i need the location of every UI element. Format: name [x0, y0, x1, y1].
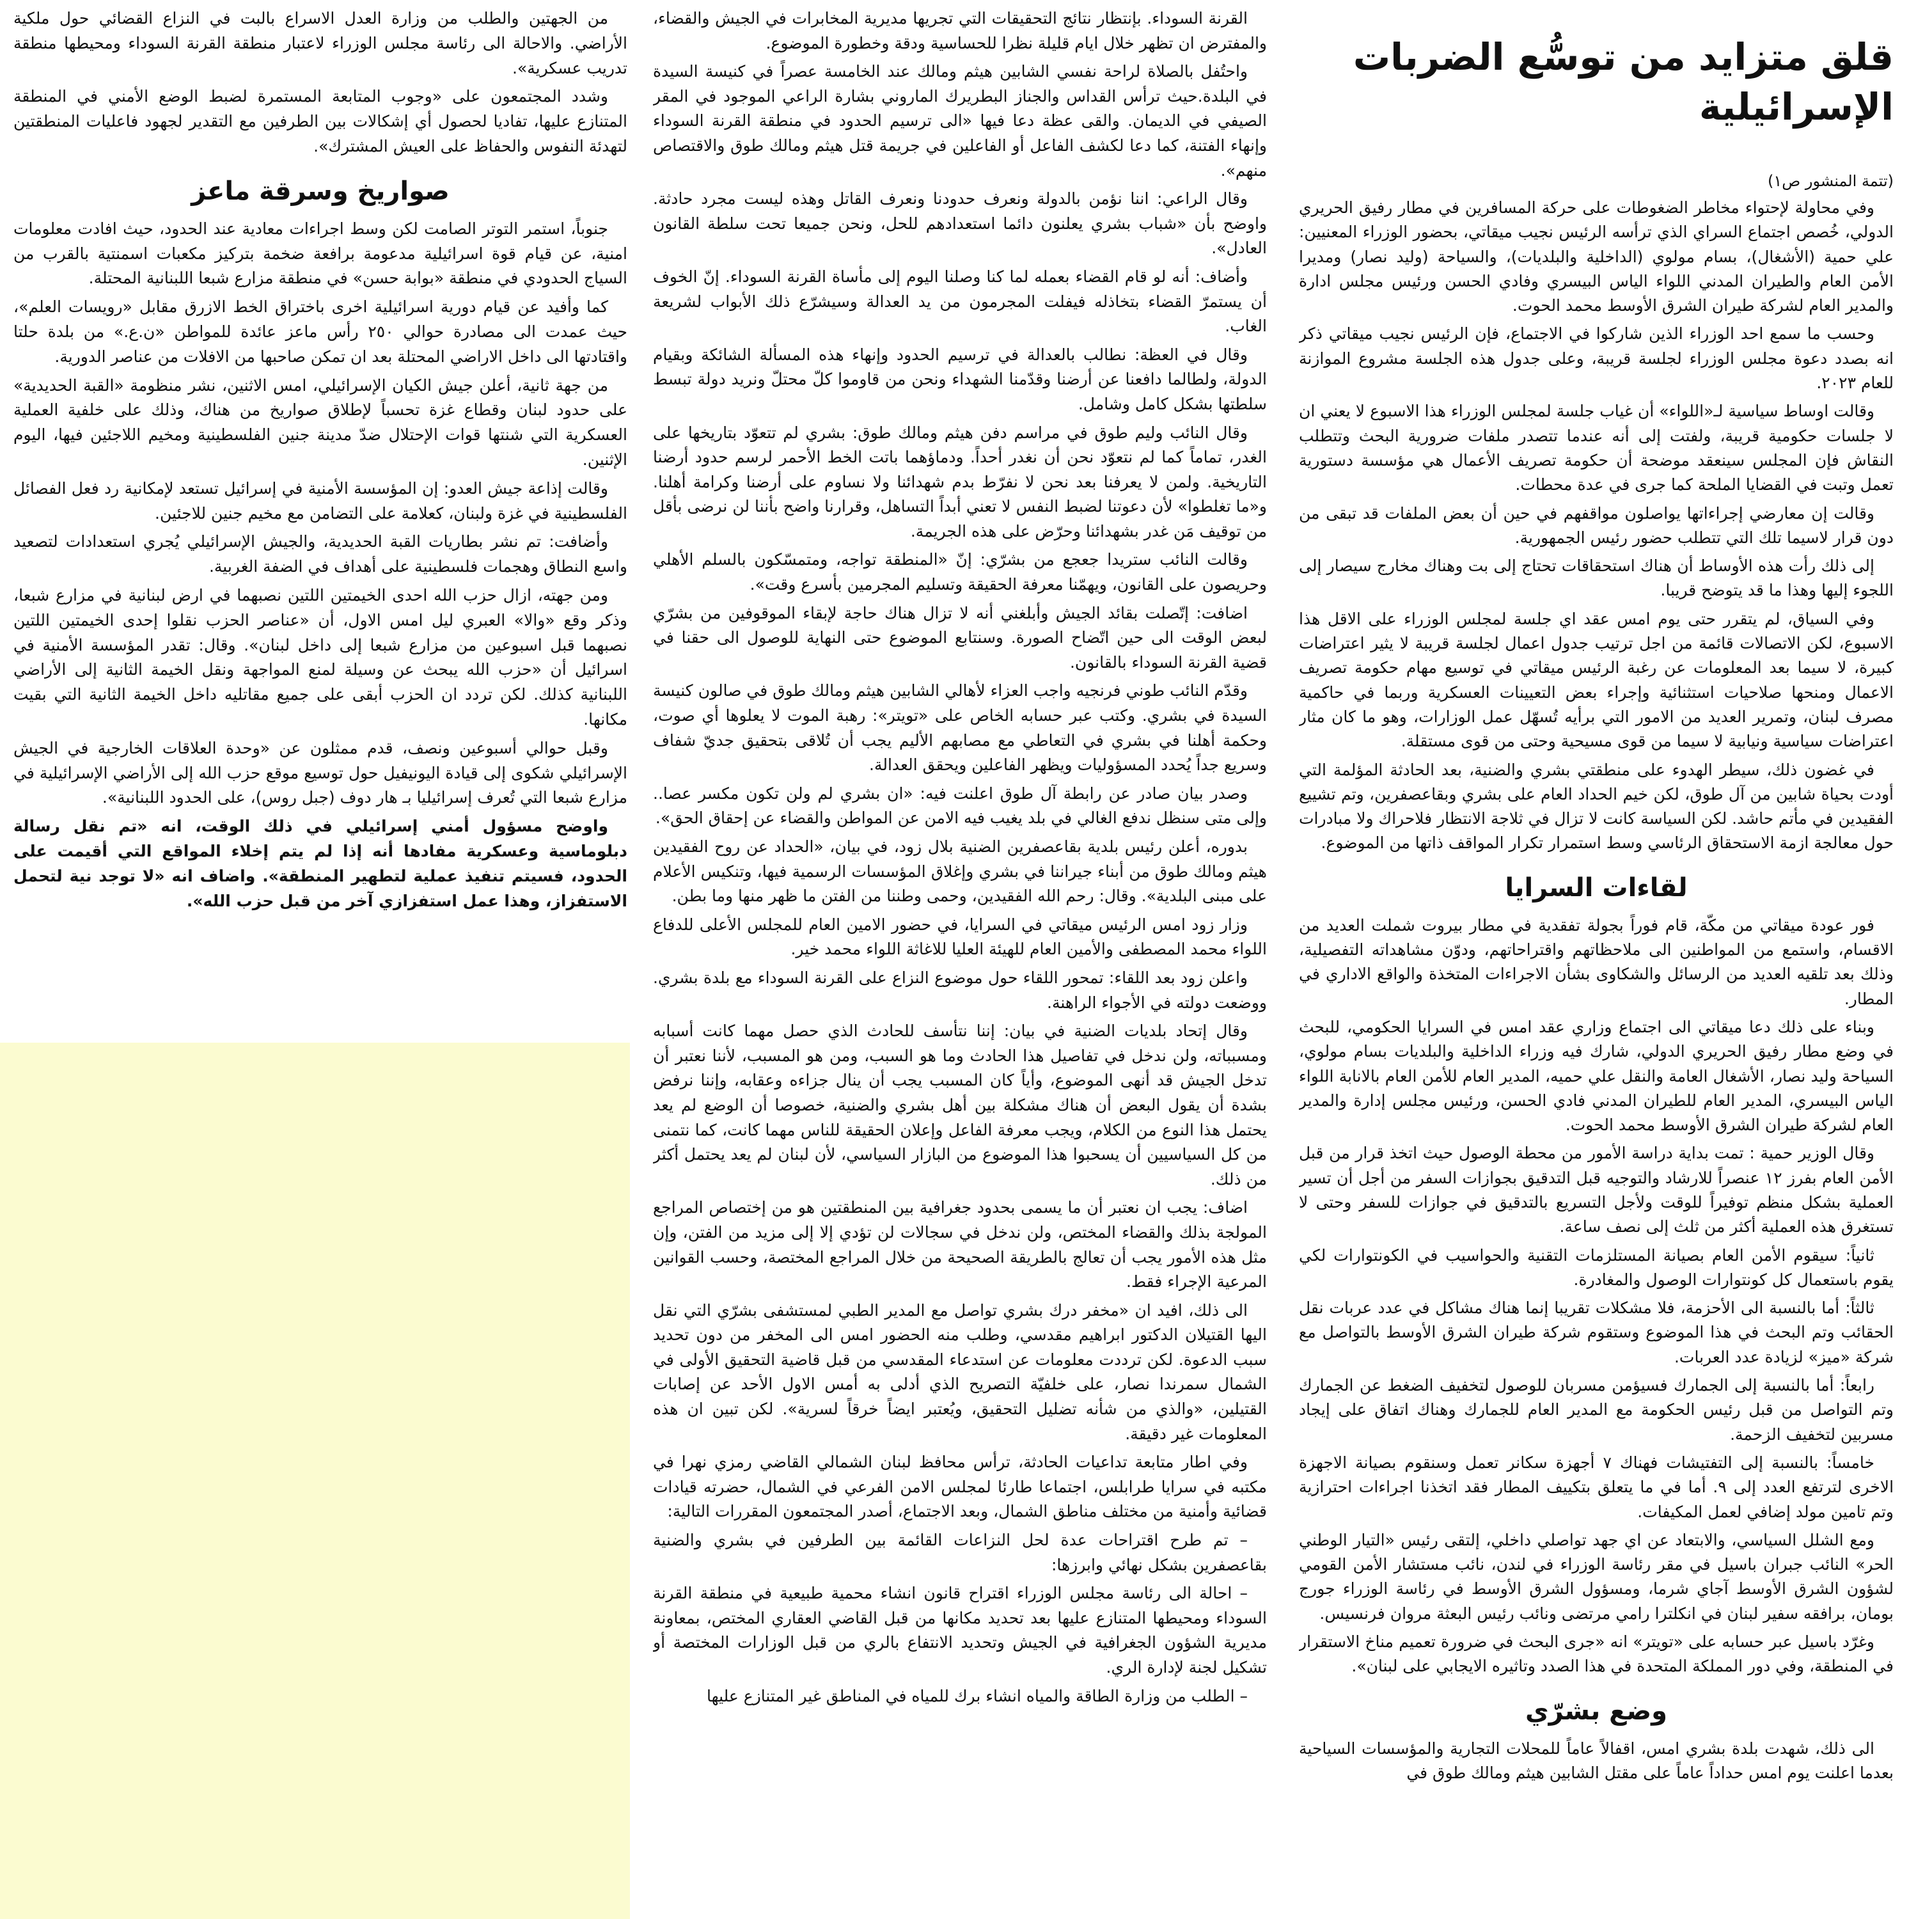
- paragraph: وفي اطار متابعة تداعيات الحادثة، ترأس محافظ لبنان الشمالي القاضي رمزي نهرا في مكتبه في سرايا طرابلس، اجتماعا طارئا لمجلس الامن الفرعي في الشمال، حضرته قيادات قضائية وأمنية من مختلف مناطق الشمال، وبعد الاجتماع، أصدر المجتمعون المقررات التالية:: [653, 1453, 1267, 1521]
- paragraph: اضافت: إتّصلت بقائد الجيش وأبلغني أنه لا تزال هناك حاجة لإبقاء الموقوفين من بشرّي لبعض الوقت الى حين اتّضاح الصورة. وسنتابع الموضوع حتى النهاية للوصول الى حقنا في قضية القرنة السوداء بالقانون.: [653, 603, 1267, 672]
- paragraph: وفي السياق، لم يتقرر حتى يوم امس عقد اي جلسة لمجلس الوزراء على الاقل هذا الاسبوع، لكن الاتصالات قائمة من اجل ترتيب جدول اعمال لجلسة قريبة لا يثير اعتراضات كبيرة، لا سيما بعد المعلومات عن رغبة الرئيس ميقاتي في توسيع مهام حكومة تصريف الاعمال ومنحها صلاحيات استثنائية وإجراء بعض التعيينات العسكرية وربما في حاكمية مصرف لبنان، وتمرير العديد من الامور التي برأيه تُسهّل عمل الوزارات، وهو ما كان مثار اعتراضات سياسية ونيابية لا سيما من قوى مسيحية وحتى من قوى مستقلة.: [1299, 609, 1894, 751]
- paragraph: من جهة ثانية، أعلن جيش الكيان الإسرائيلي، امس الاثنين، نشر منظومة «القبة الحديدية» على حدود لبنان وقطاع غزة تحسباً لإطلاق صواريخ من هناك، وذلك على خلفية العملية العسكرية التي شنتها قوات الإحتلال ضدّ مدينة جنين الفلسطينية ومخيم اللاجئين فيها، اليوم الإثنين.: [13, 375, 627, 469]
- paragraph: وشدد المجتمعون على «وجوب المتابعة المستمرة لضبط الوضع الأمني في المنطقة المتنازع عليها، تفاديا لحصول أي إشكالات بين الطرفين مع التقدير لجهود فاعليات المنطقتين لتهدئة النفوس والحفاظ على العيش المشترك».: [13, 87, 627, 155]
- paragraph: وقالت اوساط سياسية لـ«اللواء» أن غياب جلسة لمجلس الوزراء هذا الاسبوع لا يعني ان لا جلسات حكومية قريبة، ولفتت إلى أنه عندما تتصدر ملفات ضرورية البحث وتتطلب النقاش فإن المجلس سينعقد موضحة أن حكومة تصريف الأعمال هي مؤسسة دستورية تعمل وتبت في القضايا الملحة كما جرى في عدة محطات.: [1299, 402, 1894, 494]
- section-title-bsharri: وضع بشرّي: [1525, 1696, 1668, 1726]
- empty-ad-space: [0, 1043, 630, 1919]
- paragraph: اضاف: يجب ان نعتبر أن ما يسمى بحدود جغرافية بين المنطقتين هو من إختصاص المراجع المولجة بذلك والقضاء المختص، ولن ندخل في سجالات لن تؤدي إلا إلى مزيد من الفتن، وإن مثل هذه الأمور يجب أن تعالج بالطريقة الصحيحة من خلال المراجع المختصة، وحسب القوانين المرعية الإجراء فقط.: [653, 1198, 1267, 1291]
- paragraph: ومع الشلل السياسي، والابتعاد عن اي جهد تواصلي داخلي، إلتقى رئيس «التيار الوطني الحر» النائب جبران باسيل في مقر رئاسة الوزراء في لندن، نائب مستشار الأمن القومي لشؤون الشرق الأوسط آجاي شرما، ومسؤول الشرق الأوسط في رئاسة الوزراء جورج بومان، برافقه سفير لبنان في انكلترا رامي مرتضى ونائب رئيس البعثة مروان فرنسيس.: [1299, 1530, 1894, 1623]
- paragraph: وقال الراعي: اننا نؤمن بالدولة ونعرف حدودنا ونعرف القاتل وهذه ليست مجرد حادثة. واوضح بأن «شباب بشري يعلنون دائما استعدادهم للحل، ونحن جميعا تحت سلطة القانون العادل».: [653, 189, 1267, 258]
- article-column-right: [1299, 0, 1894, 1919]
- paragraph: ثانياً: سيقوم الأمن العام بصيانة المستلزمات التقنية والحواسيب في الكونتوارات لكي يقوم باستعمال كل كونتوارات الوصول والمغادرة.: [1299, 1245, 1894, 1289]
- paragraph: وقالت النائب ستريدا جعجع من بشرّي: إنّ «المنطقة تواجه، ومتمسّكون بالسلم الأهلي وحريصون على القانون، ويهمّنا معرفة الحقيقة وتسليم المجرمين بأسرع وقت».: [653, 550, 1267, 594]
- paragraph: وأضاف: أنه لو قام القضاء بعمله لما كنا وصلنا اليوم إلى مأساة القرنة السوداء. إنّ الخوف أن يستمرّ القضاء بتخاذله فيفلت المجرمون من يد العدالة وسيشرّع ذلك الأبواب لشريعة الغاب.: [653, 267, 1267, 336]
- paragraph: ومن جهته، ازال حزب الله احدى الخيمتين اللتين نصبهما في ارض لبنانية في مزارع شبعا، وذكر وقع «والا» العبري ليل امس الاول، أن «عناصر الحزب نقلوا إحدى الخيمتين اللتين نصبهما قبل اسبوعين من مزارع شبعا إلى داخل لبنان». وقال: تقدر المؤسسة الأمنية في اسرائيل أن «حزب الله يبحث عن وسيلة لمنع المواجهة ونقل الخيمة الثانية إلى الأراضي اللبنانية كذلك. لكن تردد ان الحزب أبقى على جميع مقاتليه داخل الخيمة الثانية التي بقيت مكانها.: [13, 585, 627, 729]
- paragraph: من الجهتين والطلب من وزارة العدل الاسراع بالبت في النزاع القضائي حول ملكية الأراضي. والاحالة الى رئاسة مجلس الوزراء لاعتبار منطقة القرنة السوداء ومحيطها منطقة تدريب عسكرية».: [13, 9, 627, 77]
- paragraph: وقال إتحاد بلديات الضنية في بيان: إننا نتأسف للحادث الذي حصل مهما كانت أسبابه ومسبباته، ولن ندخل في تفاصيل هذا الحادث وما هو السبب، ومن هو المسبب، لأننا نعتبر أن تدخل الجيش قد أنهى الموضوع، وأياً كان المسبب يجب أن ينال جزاءه وعقابه، وإننا نرفض بشدة أن يقول البعض أن هناك مشكلة بين أهل بشري والضنية، خصوصا أن الوضع لم يعد يحتمل هذا النوع من الكلام، ويجب معرفة الفاعل وإعلان الحقيقة للناس مهما كانت، كما نتمنى من كل السياسيين أن يسحبوا هذا الموضوع من البازار السياسي، لأن لبنان لم يعد يحتمل أكثر من ذلك.: [653, 1022, 1267, 1189]
- paragraph: وبناء على ذلك دعا ميقاتي الى اجتماع وزاري عقد امس في السرايا الحكومي، للبحث في وضع مطار رفيق الحريري الدولي، شارك فيه وزراء الداخلية والبلديات بسام مولوي، السياحة وليد نصار، الأشغال العامة والنقل علي حميه، المدير العام للأمن العام بالانابة اللواء الياس البيسري، المدير العام للطيران المدني فادي الحسن، ورئيس مجلس إدارة والمدير العام لشركة طيران الشرق الأوسط محمد الحوت.: [1299, 1017, 1894, 1135]
- paragraph: وحسب ما سمع احد الوزراء الذين شاركوا في الاجتماع، فإن الرئيس نجيب ميقاتي ذكر انه بصدد دعوة مجلس الوزراء لجلسة قريبة، وعلى جدول هذه الجلسة مشروع الموازنة للعام ٢٠٢٣.: [1299, 324, 1894, 393]
- paragraph: ثالثاً: أما بالنسبة الى الأحزمة، فلا مشكلات تقريبا إنما هناك مشاكل في عدد عربات نقل الحقائب وتم البحث في هذا الموضوع وستقوم شركة طيران الشرق الأوسط بالتواصل مع شركة «ميز» لزيادة عدد العربات.: [1299, 1299, 1894, 1366]
- paragraph: واعلن زود بعد اللقاء: تمحور اللقاء حول موضوع النزاع على القرنة السوداء مع بلدة بشري. ووضعت دولته في الأجواء الراهنة.: [653, 968, 1267, 1012]
- paragraph: وغرّد باسيل عبر حسابه على «تويتر» انه «جرى البحث في ضرورة تعميم مناخ الاستقرار في المنطقة، وفي دور المملكة المتحدة في هذا الصدد وتاثيره الايجابي على لبنان».: [1299, 1632, 1894, 1676]
- paragraph: الى ذلك، افيد ان «مخفر درك بشري تواصل مع المدير الطبي لمستشفى بشرّي التي نقل اليها القتيلان الدكتور ابراهيم مقدسي، وطلب منه الحضور امس الى المخفر من دون تحديد سبب الدعوة. لكن ترددت معلومات عن استدعاء المقدسي من قبل قاضية التحقيق الأولى في الشمال سمرندا نصار، على خلفيّة التصريح الذي أدلى به أمس الاول الأحد عن إصابات القتيلين، «والذي من شأنه تضليل التحقيق، ويُعتبر ايضاً خرقاً لسرية». لكن تبين ان هذه المعلومات غير دقيقة.: [653, 1300, 1267, 1443]
- section-title-saraya: لقاءات السرايا: [1505, 873, 1688, 903]
- paragraph: جنوباً، استمر التوتر الصامت لكن وسط اجراءات معادية عند الحدود، حيث افادت معلومات امنية، عن قيام قوة اسرائيلية مدعومة برافعة ضخمة بتركيز مكعبات اسمنتية بالقرب من السياج الحدودي في منطقة «بوابة حسن» في منطقة مزارع شبعا اللبنانية المحتلة.: [13, 219, 627, 288]
- paragraph: واحتُفل بالصلاة لراحة نفسي الشابين هيثم ومالك عند الخامسة عصراً في كنيسة السيدة في البلدة.حيث ترأس القداس والجناز البطريرك الماروني بشارة الراعي الموجود في المقر الصيفي في الديمان. والقى عظة دعا فيها «الى ترسيم الحدود في منطقة القرنة السوداء وإنهاء الفتنة، كما دعا لكشف الفاعل أو الفاعلين في جريمة قتل هيثم ومالك طوق والاقتصاص منهم».: [653, 62, 1267, 180]
- paragraph: – الطلب من وزارة الطاقة والمياه انشاء برك للمياه في المناطق غير المتنازع عليها: [706, 1686, 1248, 1705]
- paragraph: خامساً: بالنسبة إلى التفتيشات فهناك ٧ أجهزة سكانر تعمل وسنقوم بصيانة الاجهزة الاخرى لترتفع العدد إلى ٩. أما في ما يتعلق بتكييف المطار فقد اتخذنا اجراءات احترازية وتم تامين مولد إضافي لعمل المكيفات.: [1299, 1453, 1894, 1521]
- continuation-note: (تتمة المنشور ص١): [1767, 172, 1894, 190]
- paragraph: وقال في العظة: نطالب بالعدالة في ترسيم الحدود وإنهاء هذه المسألة الشائكة وبقيام الدولة، ولطالما دافعنا عن أرضنا وقدّمنا الشهداء ونحن من قاوموا كلّ محتلّ ونريد دولة تبسط سلطتها بشكل كامل وشامل.: [653, 345, 1267, 413]
- paragraph: وفي محاولة لإحتواء مخاطر الضغوطات على حركة المسافرين في مطار رفيق الحريري الدولي، خُصص اجتماع السراي الذي ترأسه الرئيس نجيب ميقاتي، بحضور الوزراء المعنيين: علي حمية (الأشغال)، بسام مولوي (الداخلية والبلديات)، والسياحة (وليد نصار) ومديرا الأمن العام والطيران المدني اللواء الياس البيسري وفادي الحسن ورئيس مجلس ادارة والمدير العام لشركة طيران الشرق الأوسط محمد الحوت.: [1299, 198, 1894, 315]
- paragraph: – احالة الى رئاسة مجلس الوزراء اقتراح قانون انشاء محمية طبيعية في منطقة القرنة السوداء ومحيطها المتنازع عليها بعد تحديد مكانها من قبل القاضي العقاري المختص، بمعاونة مديرية الشؤون الجغرافية في الجيش وتحديد الانتفاع بالري من قبل الوزارات المختصة أو تشكيل لجنة لإدارة الري.: [653, 1584, 1267, 1677]
- paragraph: وزار زود امس الرئيس ميقاتي في السرايا، في حضور الامين العام للمجلس الأعلى للدفاع اللواء محمد المصطفى والأمين العام للهيئة العليا للاغاثة اللواء محمد خير.: [653, 915, 1267, 959]
- paragraph: فور عودة ميقاتي من مكّة، قام فوراً بجولة تفقدية في مطار بيروت شملت العديد من الاقسام، واستمع من المواطنين الى ملاحظاتهم واقتراحاتهم، ودوّن مشاهداته التفصيلية، وذلك بعد تلقيه العديد من الرسائل والشكاوى بشأن الاجراءات المتخذة والواقع الاداري في المطار.: [1299, 915, 1894, 1008]
- paragraph: الى ذلك، شهدت بلدة بشري امس، اقفالاً عاماً للمحلات التجارية والمؤسسات السياحية بعدما اعلنت يوم امس حداداً عاماً على مقتل الشابين هيثم ومالك طوق في: [1299, 1739, 1894, 1782]
- paragraph: وصدر بيان صادر عن رابطة آل طوق اعلنت فيه: «ان بشري لم ولن تكون مكسر عصا.. وإلى متى سنظل ندفع الغالي في بلد يغيب فيه الامن عن المواطن والقضاء عن إحقاق الحق».: [653, 784, 1267, 828]
- article-headline: قلق متزايد من توسُّع الضربات الإسرائيلية: [1353, 35, 1894, 129]
- paragraph: وقال الوزير حمية : تمت بداية دراسة الأمور من محطة الوصول حيث اتخذ قرار من قبل الأمن العام بفرز ١٢ عنصراً للارشاد والتوجيه قبل التدقيق بجوازات السفر من أجل أن تسير العملية بشكل منظم توفيراً للوقت ولأجل التسريع بالتدقيق في جوازات للسفر وحتى لا تستغرق هذه العملية أكثر من ثلث إلى نصف ساعة.: [1299, 1144, 1894, 1236]
- paragraph: القرنة السوداء. بإنتظار نتائج التحقيقات التي تجريها مديرية المخابرات في الجيش والقضاء، والمفترض ان تظهر خلال ايام قليلة نظرا للحساسية ودقة وخطورة الموضوع.: [653, 9, 1267, 52]
- article-column-middle: [653, 0, 1267, 1919]
- paragraph: وأضافت: تم نشر بطاريات القبة الحديدية، والجيش الإسرائيلي يُجري استعدادات لتصعيد واسع النطاق وهجمات فلسطينية على أهداف في الضفة الغربية.: [13, 532, 627, 576]
- paragraph: واوضح مسؤول أمني إسرائيلي في ذلك الوقت، انه «تم نقل رسالة دبلوماسية وعسكرية مفادها أنه إذا لم يتم إخلاء المواقع التي أقيمت على الحدود، فسيتم تنفيذ عملية لتطهير المنطقة». واضاف انه «لا توجد نية لتحمل الاستفزاز، وهذا عمل استفزازي آخر من قبل حزب الله».: [13, 817, 627, 910]
- paragraph: وقالت إذاعة جيش العدو: إن المؤسسة الأمنية في إسرائيل تستعد لإمكانية رد فعل الفصائل الفلسطينية في غزة ولبنان، كعلامة على التضامن مع مخيم جنين للاجئين.: [13, 478, 627, 523]
- paragraph: كما وأفيد عن قيام دورية اسرائيلية اخرى باختراق الخط الازرق مقابل «رويسات العلم»، حيث عمدت الى مصادرة حوالي ٢٥٠ رأس ماعز عائدة للمواطن «ن.ع.» من بلدة حلتا واقتادتها الى داخل الاراضي المحتلة بعد ان تمكن صاحبها من الافلات من عناصر الدورية.: [13, 297, 627, 366]
- section-title-rockets: صواريخ وسرقة ماعز: [191, 176, 450, 206]
- paragraph: إلى ذلك رأت هذه الأوساط أن هناك استحقاقات تحتاج إلى بت وهناك مخارج سيصار إلى اللجوء إليها وهذا ما قد يتوضح قريبا.: [1299, 557, 1894, 600]
- paragraph: بدوره، أعلن رئيس بلدية بقاعصفرين الضنية بلال زود، في بيان، «الحداد عن روح الفقيدين هيثم ومالك طوق من أبناء جيراننا في بشري وإغلاق المؤسسات الرسمية فيها، وتنكيس الأعلام على مبنى البلدية». وقال: رحم الله الفقيدين، وحمى وطننا من الفتن ما ظهر منها وما بطن.: [653, 837, 1267, 906]
- paragraph: في غضون ذلك، سيطر الهدوء على منطقتي بشري والضنية، بعد الحادثة المؤلمة التي أودت بحياة شابين من آل طوق، لكن خيم الحداد العام على بشري وبقاعصفرين، وتم تشييع الفقيدين في مأتم حاشد. لكن السياسة كانت لا تزال في ثلاجة الانتظار فلاحراك ولا مبادرات حول معالجة ازمة الاستحقاق الرئاسي وسط استمرار تكرار المواقف ذاتها من الموضوع.: [1299, 760, 1894, 853]
- paragraph: رابعاً: أما بالنسبة إلى الجمارك فسيؤمن مسربان للوصول لتخفيف الضغط عن الجمارك وتم التواصل من قبل رئيس الحكومة مع المدير العام للجمارك وهناك اتفاق على إيجاد مسربين لتخفيف الزحمة.: [1299, 1376, 1894, 1444]
- paragraph: – تم طرح اقتراحات عدة لحل النزاعات القائمة بين الطرفين في بشري والضنية بقاعصفرين بشكل نهائي وابرزها:: [653, 1531, 1267, 1574]
- paragraph: وقدّم النائب طوني فرنجيه واجب العزاء لأهالي الشابين هيثم ومالك طوق في صالون كنيسة السيدة في بشري. وكتب عبر حسابه الخاص على «تويتر»: رهبة الموت لا يعلوها أي صوت، وحكمة أهلنا في بشري في التعاطي مع مصابهم الأليم يجب أن تُلاقى بتحقيق جديّ شفاف وسريع جداً يُحدد المسؤوليات ويظهر الفاعلين ويحقق العدالة.: [653, 681, 1267, 775]
- paragraph: وقبل حوالي أسبوعين ونصف، قدم ممثلون عن «وحدة العلاقات الخارجية في الجيش الإسرائيلي شكوى إلى قيادة اليونيفيل حول توسيع موقع حزب الله إلى الأراضي الإسرائيلية في مزارع شبعا التي تُعرف إسرائيليا بـ هار دوف (جبل روس)، على الحدود اللبنانية».: [13, 738, 627, 807]
- paragraph: وقالت إن معارضي إجراءاتها يواصلون مواقفهم في حين أن بعض الملفات قد تبقى من دون قرار لاسيما تلك التي تتطلب حضور رئيس الجمهورية.: [1299, 503, 1894, 547]
- paragraph: وقال النائب وليم طوق في مراسم دفن هيثم ومالك طوق: بشري لم تتعوّد بتاريخها على الغدر، تماماً كما لم نتعوّد نحن أن نغدر أحداً. ودماؤهما باتت الخط الأحمر لرسم حدود أرضنا التاريخية. ولمن لا يعرفنا بعد نحن لا نفرّط بدم شهدائنا ولا نساوم على أرضنا وكرامة أهلنا. و«ما تغلطوا» لأن دعوتنا لضبط النفس لا تعني أبداً التساهل، وقرارنا واضح بأننا لن نرضى بأقل من توقيف مَن غدر بشهدائنا وحرّض على هذه الجريمة.: [653, 423, 1267, 541]
